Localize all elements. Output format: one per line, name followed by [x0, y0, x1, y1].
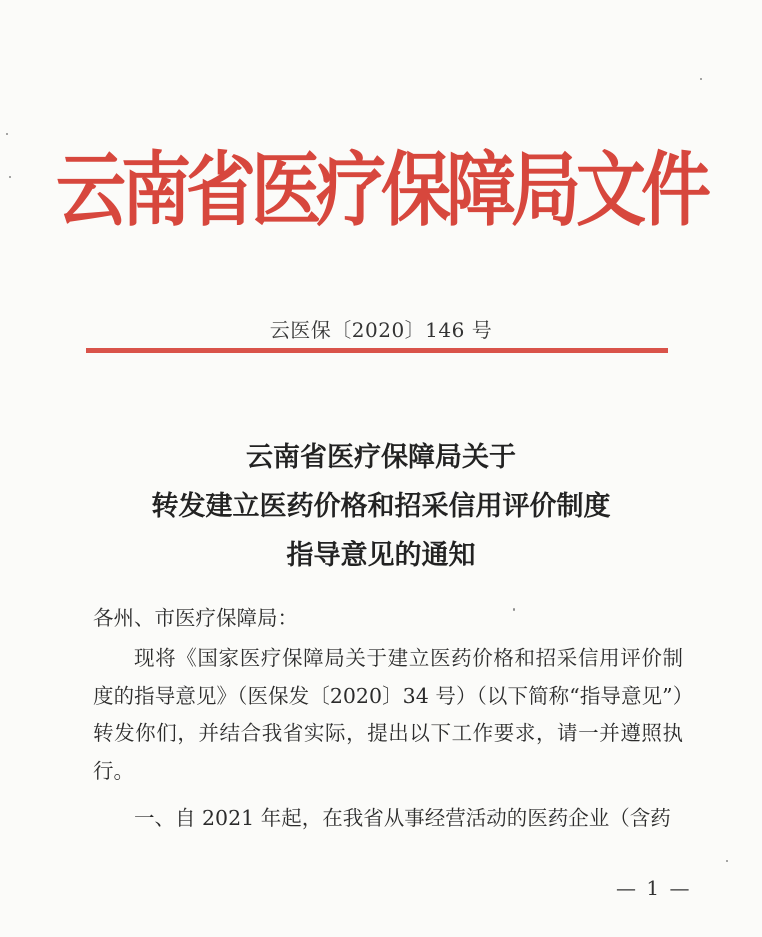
title-line: 云南省医疗保障局关于 [246, 442, 516, 473]
body-paragraph: 一、自 2021 年起，在我省从事经营活动的医药企业（含药 [134, 806, 671, 830]
masthead-title: 云南省医疗保障局文件 [56, 143, 706, 238]
notice-title [0, 433, 762, 580]
red-divider-line [86, 348, 668, 353]
page-number: — 1 — [616, 876, 692, 900]
body-paragraph: 现将《国家医疗保障局关于建立医药价格和招采信用评价制度的指导意见》（医保发〔2020〕34 号）（以下简称“指导意见”）转发你们，并结合我省实际，提出以下工作要求，请一并遵照执行。 [93, 646, 683, 783]
scan-speck [700, 78, 702, 80]
title-line: 指导意见的通知 [286, 540, 476, 571]
scan-speck [6, 133, 8, 135]
document-number: 云医保〔2020〕146 号 [269, 318, 493, 342]
salutation: 各州、市医疗保障局： [93, 606, 298, 630]
scan-speck [726, 860, 728, 862]
title-line: 转发建立医药价格和招采信用评价制度 [151, 491, 611, 522]
